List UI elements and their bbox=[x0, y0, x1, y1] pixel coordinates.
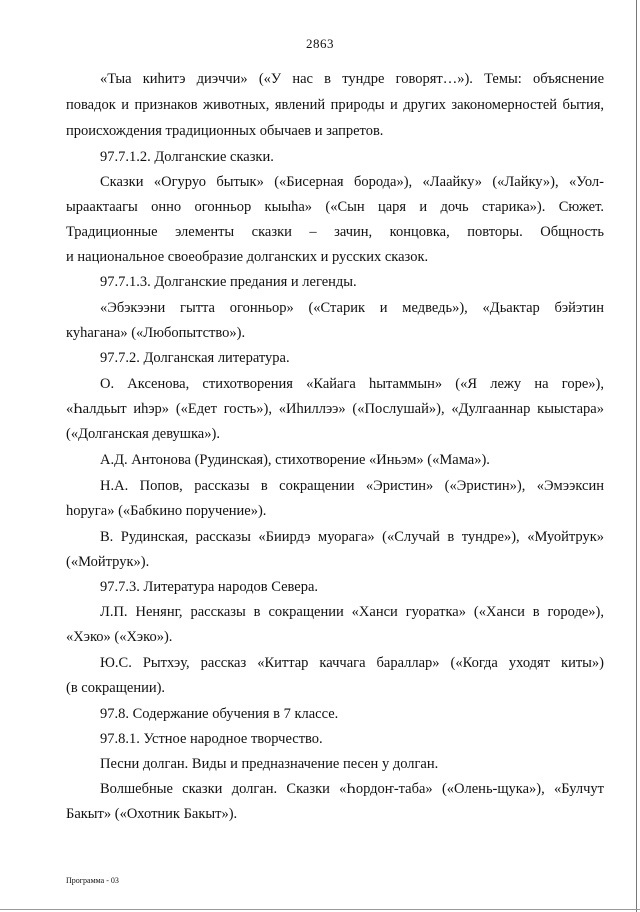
text-line: Песни долган. Виды и предназначение песен у долган. bbox=[100, 756, 439, 772]
page-footer: Программа - 03 bbox=[66, 876, 119, 885]
text-line: Сказки «Огуруо бытык» («Бисерная борода»), «Лаайку» («Лайку»), «Уол- bbox=[100, 174, 604, 190]
text-line: Волшебные сказки долган. Сказки «Һордоҥ-таба» («Олень-щука»), «Булчут bbox=[100, 781, 604, 797]
text-line: (в сокращении). bbox=[66, 680, 166, 696]
text-line: В. Рудинская, рассказы «Биирдэ муорага» («Случай в тундре»), «Муойтрук» bbox=[100, 529, 604, 545]
text-line: происхождения традиционных обычаев и запретов. bbox=[66, 123, 384, 139]
text-line: ыраактаагы онно огонньор кыыһа» («Сын царя и дочь старика»). Сюжет. bbox=[66, 199, 604, 215]
text-line: и национальное своеобразие долганских и русских сказок. bbox=[66, 249, 429, 265]
text-line: Н.А. Попов, рассказы в сокращении «Эристин» («Эристин»), «Эмээксин bbox=[100, 478, 604, 494]
scan-edge-right bbox=[636, 0, 637, 912]
text-line: Ю.С. Рытхэу, рассказ «Киттар каччага бараллар» («Когда уходят киты») bbox=[100, 655, 604, 671]
section-heading: 97.7.1.3. Долганские предания и легенды. bbox=[100, 274, 357, 290]
section-heading: 97.7.3. Литература народов Севера. bbox=[100, 579, 319, 595]
text-line: Л.П. Ненянг, рассказы в сокращении «Ханси гуоратка» («Ханси в городе»), bbox=[100, 604, 604, 620]
text-line: «Хэко» («Хэко»). bbox=[66, 629, 173, 645]
section-heading: 97.8.1. Устное народное творчество. bbox=[100, 731, 323, 747]
text-line: куһагана» («Любопытство»). bbox=[66, 325, 246, 341]
section-heading: 97.7.1.2. Долганские сказки. bbox=[100, 149, 274, 165]
scan-edge-bottom bbox=[0, 909, 640, 910]
text-line: О. Аксенова, стихотворения «Кайага һытаммын» («Я лежу на горе»), bbox=[100, 376, 604, 392]
text-line: «Һалдьыт иһэр» («Едет гость»), «Иһиллээ» («Послушай»), «Дулгааннар кыыстара» bbox=[66, 401, 604, 417]
text-line: («Долганская девушка»). bbox=[66, 426, 220, 442]
text-line: Традиционные элементы сказки – зачин, концовка, повторы. Общность bbox=[66, 224, 604, 240]
text-line: повадок и признаков животных, явлений природы и других закономерностей бытия, bbox=[66, 97, 604, 113]
text-line: «Эбэкээни гытта огонньор» («Старик и медведь»), «Дьактар бэйэтин bbox=[100, 300, 604, 316]
text-line: Бакыт» («Охотник Бакыт»). bbox=[66, 806, 238, 822]
section-heading: 97.7.2. Долганская литература. bbox=[100, 350, 290, 366]
text-line: («Мойтрук»). bbox=[66, 554, 150, 570]
text-line: һоруга» («Бабкино поручение»). bbox=[66, 503, 267, 519]
text-line: «Тыа киһитэ диэччи» («У нас в тундре говорят…»). Темы: объяснение bbox=[100, 71, 604, 87]
page-number: 2863 bbox=[306, 36, 334, 51]
section-heading: 97.8. Содержание обучения в 7 классе. bbox=[100, 706, 339, 722]
text-line: А.Д. Антонова (Рудинская), стихотворение «Иньэм» («Мама»). bbox=[100, 452, 490, 468]
